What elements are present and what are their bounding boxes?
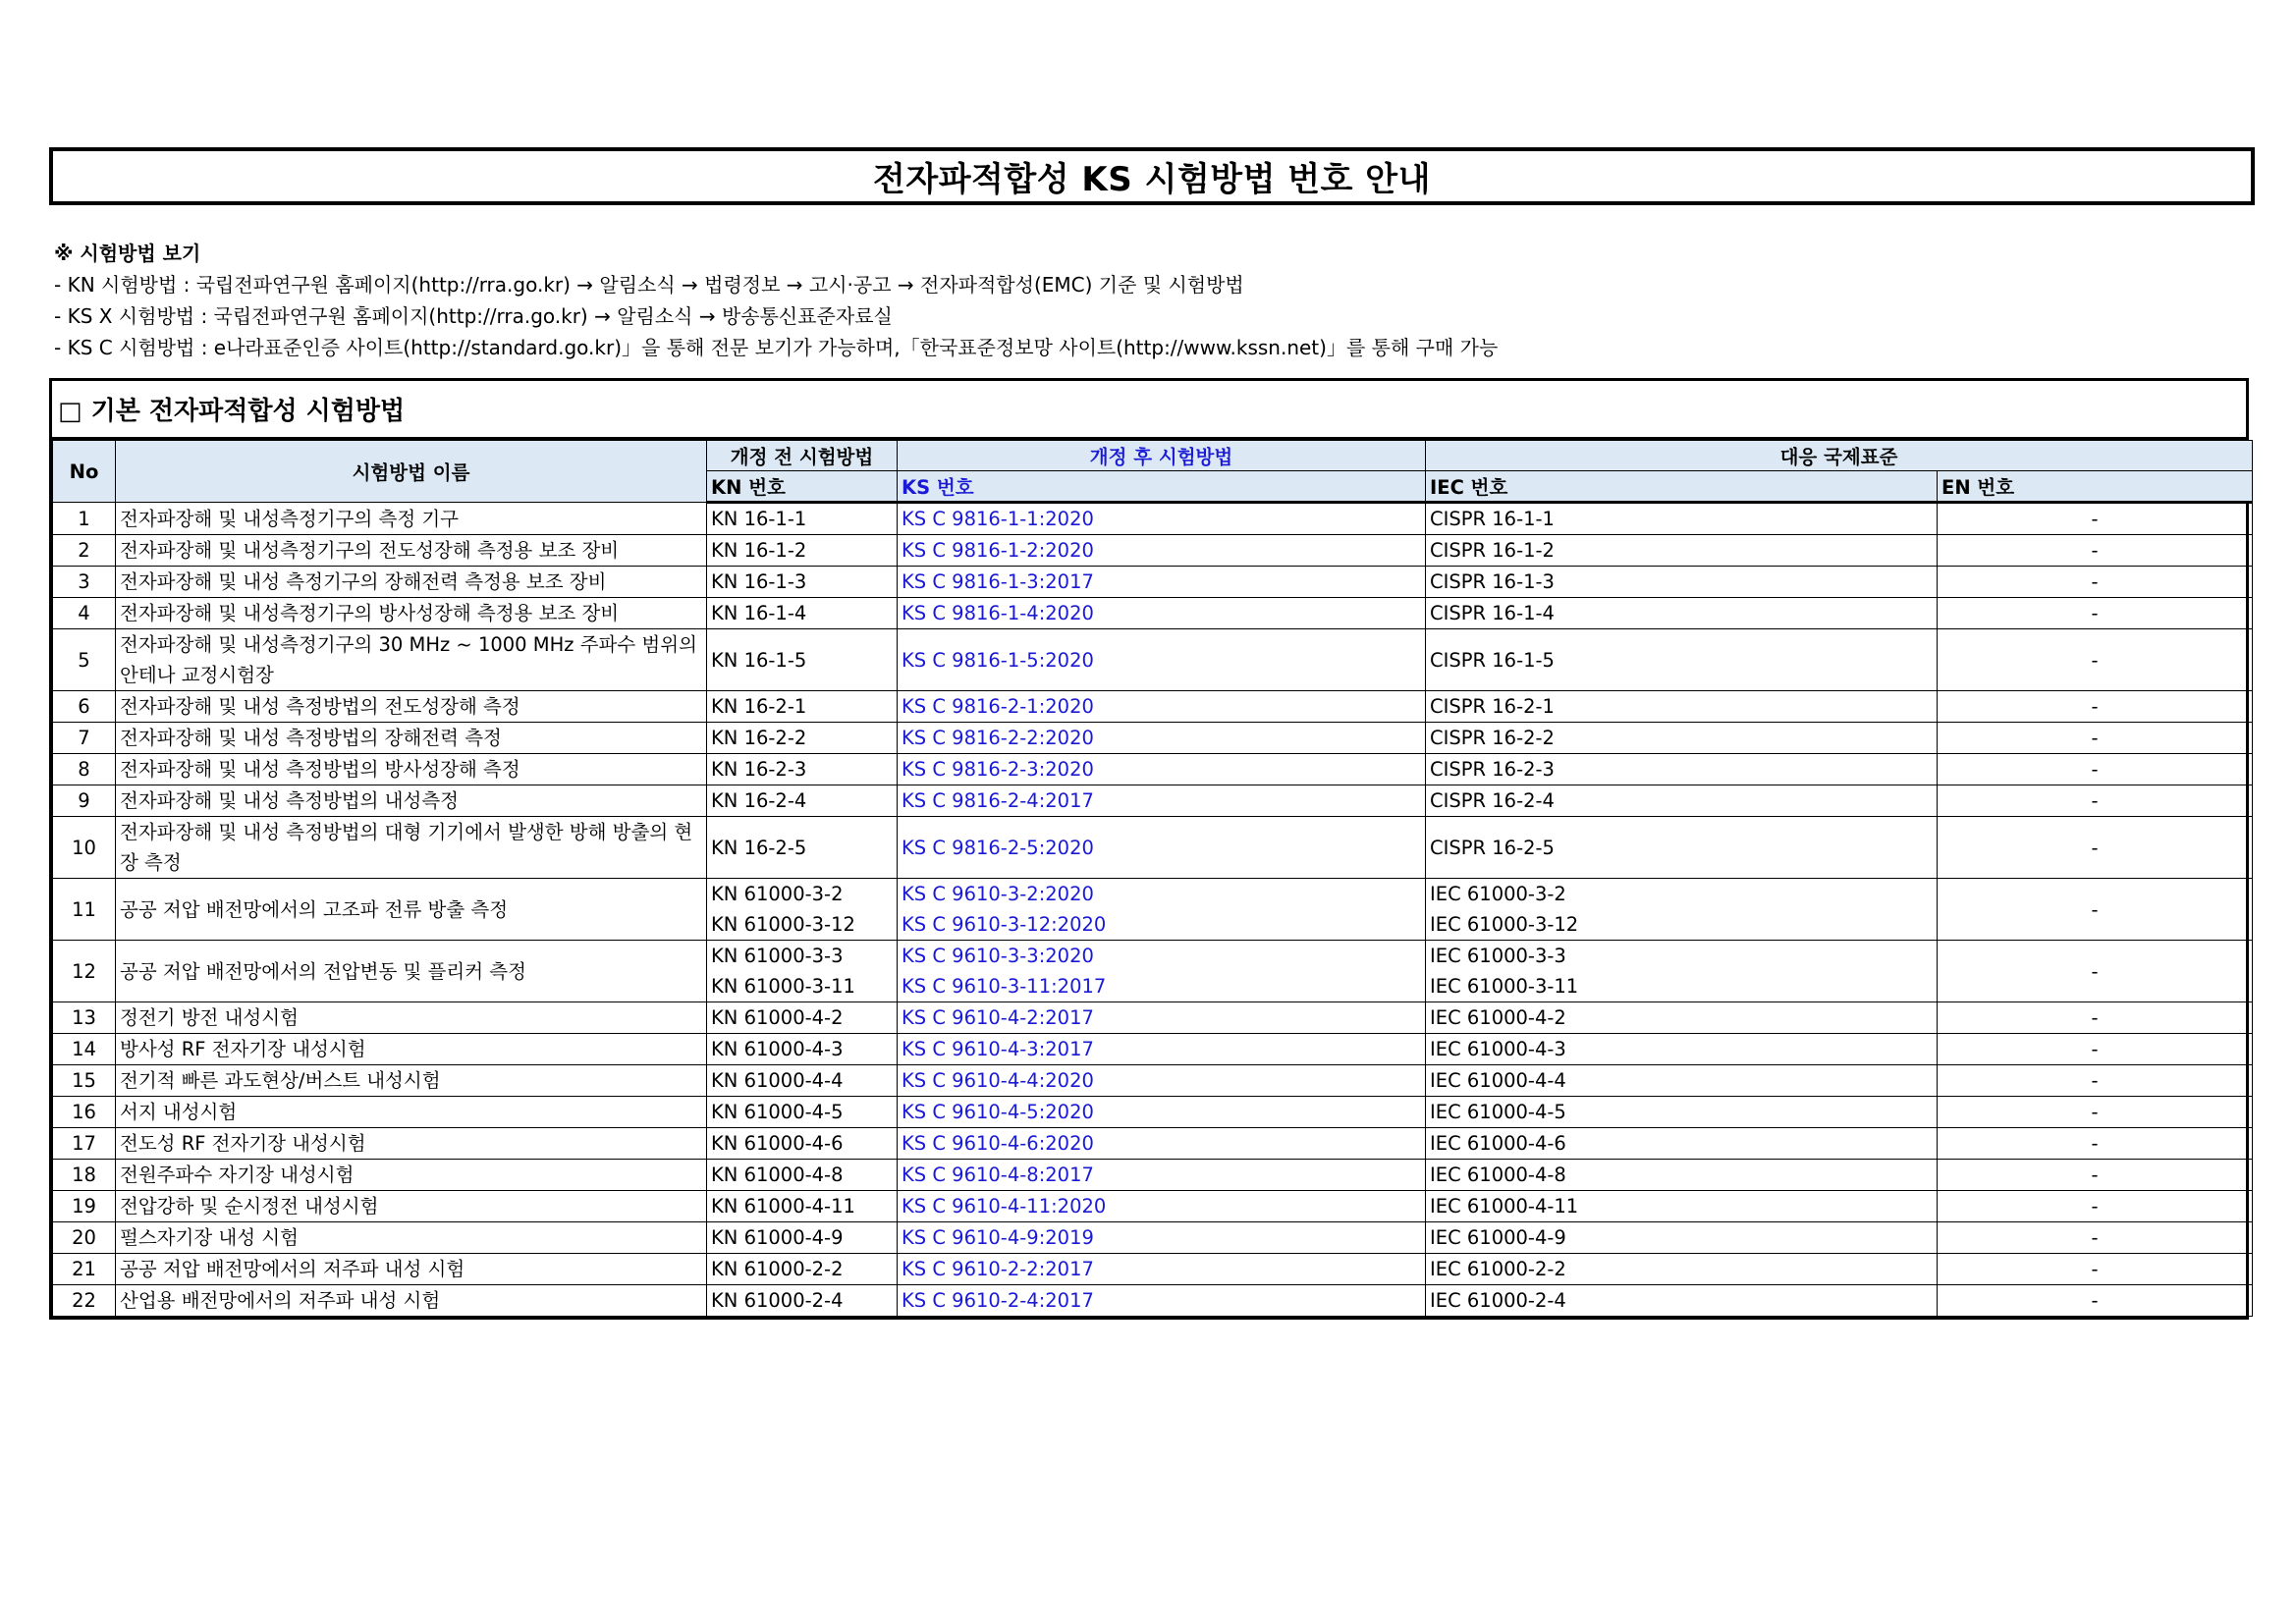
kn-number-value: KN 61000-3-2 [711, 883, 844, 905]
table-row [53, 1160, 2253, 1191]
table-row [53, 535, 2253, 567]
ks-number-value: KS C 9610-4-2:2017 [902, 1006, 1094, 1029]
table-body [53, 503, 2253, 1317]
ks-number-value: KS C 9610-4-8:2017 [902, 1164, 1094, 1186]
ks-number [898, 723, 1426, 754]
iec-number-value: CISPR 16-1-1 [1430, 508, 1555, 530]
row-number: 2 [53, 535, 116, 567]
kn-number-value: KN 61000-3-3 [711, 945, 844, 967]
en-number: - [1938, 691, 2253, 723]
en-number: - [1938, 879, 2253, 941]
iec-number-value: IEC 61000-4-9 [1430, 1226, 1566, 1249]
row-number: 5 [53, 629, 116, 691]
method-name: 전자파장해 및 내성 측정방법의 대형 기기에서 발생한 방해 방출의 현장 측정 [116, 817, 707, 879]
iec-number-value: CISPR 16-1-5 [1430, 648, 1555, 672]
en-number: - [1938, 535, 2253, 567]
en-number: - [1938, 1160, 2253, 1191]
iec-number [1426, 1097, 1938, 1128]
en-number: - [1938, 941, 2253, 1002]
row-number: 22 [53, 1285, 116, 1317]
table-row [53, 817, 2253, 879]
kn-number-value: KN 61000-4-5 [711, 1101, 844, 1123]
iec-number [1426, 1222, 1938, 1254]
kn-number [707, 941, 898, 1002]
row-number: 13 [53, 1002, 116, 1034]
ks-number [898, 1160, 1426, 1191]
kn-number-value: KN 16-1-4 [711, 602, 807, 624]
row-number: 17 [53, 1128, 116, 1160]
kn-number-value: KN 61000-4-2 [711, 1006, 844, 1029]
ks-number-value: KS C 9610-4-6:2020 [902, 1132, 1094, 1155]
ks-number-value: KS C 9610-2-2:2017 [902, 1258, 1094, 1280]
iec-number [1426, 1160, 1938, 1191]
ks-number [898, 817, 1426, 879]
header-before: 개정 전 시험방법 [707, 441, 898, 471]
iec-number [1426, 629, 1938, 691]
note-line-kn: - KN 시험방법 : 국립전파연구원 홈페이지(http://rra.go.kr) → 알림소식 → 법령정보 → 고시·공고 → 전자파적합성(EMC) 기준 및 시험방법 [54, 273, 1244, 297]
en-number: - [1938, 1002, 2253, 1034]
method-name: 공공 저압 배전망에서의 고조파 전류 방출 측정 [116, 879, 707, 941]
en-number: - [1938, 1097, 2253, 1128]
kn-number [707, 785, 898, 817]
kn-number-value: KN 16-1-3 [711, 570, 807, 593]
kn-number-value: KN 61000-2-2 [711, 1258, 844, 1280]
en-number: - [1938, 754, 2253, 785]
iec-number-value: CISPR 16-1-2 [1430, 539, 1555, 562]
row-number: 3 [53, 567, 116, 598]
ks-number-value: KS C 9816-2-1:2020 [902, 695, 1094, 718]
ks-number-value: KS C 9610-3-3:2020 [902, 945, 1094, 967]
table-row [53, 567, 2253, 598]
kn-number [707, 1222, 898, 1254]
en-number: - [1938, 1254, 2253, 1285]
table-row [53, 503, 2253, 535]
ks-number [898, 1222, 1426, 1254]
ks-number-value: KS C 9610-2-4:2017 [902, 1289, 1094, 1312]
table-row [53, 1097, 2253, 1128]
ks-number-value: KS C 9610-4-5:2020 [902, 1101, 1094, 1123]
iec-number [1426, 567, 1938, 598]
kn-number [707, 1254, 898, 1285]
row-number: 7 [53, 723, 116, 754]
en-number: - [1938, 598, 2253, 629]
ks-number-value: KS C 9816-2-4:2017 [902, 789, 1094, 812]
ks-number [898, 1128, 1426, 1160]
kn-number-value: KN 16-2-4 [711, 789, 807, 812]
ks-number [898, 1034, 1426, 1065]
kn-number [707, 1128, 898, 1160]
method-name: 전자파장해 및 내성 측정방법의 내성측정 [116, 785, 707, 817]
ks-number [898, 691, 1426, 723]
en-number: - [1938, 785, 2253, 817]
ks-number [898, 754, 1426, 785]
iec-number [1426, 754, 1938, 785]
iec-number-value: IEC 61000-4-8 [1430, 1164, 1566, 1186]
table-row [53, 1222, 2253, 1254]
ks-number [898, 785, 1426, 817]
kn-number-value: KN 16-1-5 [711, 648, 807, 672]
ks-number-value: KS C 9816-2-3:2020 [902, 758, 1094, 781]
iec-number-value: IEC 61000-3-2 [1430, 883, 1566, 905]
iec-number [1426, 503, 1938, 535]
row-number: 8 [53, 754, 116, 785]
row-number: 16 [53, 1097, 116, 1128]
kn-number-value: KN 61000-4-11 [711, 1195, 855, 1218]
iec-number [1426, 535, 1938, 567]
ks-number-value: KS C 9610-4-3:2017 [902, 1038, 1094, 1060]
iec-number-value: IEC 61000-4-11 [1430, 1195, 1579, 1218]
kn-number [707, 1285, 898, 1317]
ks-number-value: KS C 9816-1-4:2020 [902, 602, 1094, 624]
row-number: 20 [53, 1222, 116, 1254]
method-name: 펄스자기장 내성 시험 [116, 1222, 707, 1254]
header-intl: 대응 국제표준 [1426, 441, 2253, 471]
iec-number [1426, 785, 1938, 817]
page-title: 전자파적합성 KS 시험방법 번호 안내 [49, 147, 2255, 205]
en-number: - [1938, 629, 2253, 691]
table-row [53, 785, 2253, 817]
kn-number-value: KN 61000-2-4 [711, 1289, 844, 1312]
kn-number-value: KN 16-1-1 [711, 508, 807, 530]
iec-number-value: CISPR 16-1-3 [1430, 570, 1555, 593]
iec-number-value: CISPR 16-2-4 [1430, 789, 1555, 812]
method-name: 전자파장해 및 내성 측정기구의 장해전력 측정용 보조 장비 [116, 567, 707, 598]
ks-number [898, 1254, 1426, 1285]
ks-number-value: KS C 9816-1-5:2020 [902, 648, 1094, 672]
table-row [53, 1191, 2253, 1222]
ks-number [898, 879, 1426, 941]
kn-number-value: KN 61000-4-9 [711, 1226, 844, 1249]
iec-number-value: IEC 61000-3-3 [1430, 945, 1566, 967]
header-name: 시험방법 이름 [116, 441, 707, 503]
kn-number-value: KN 16-2-5 [711, 836, 807, 859]
ks-number [898, 503, 1426, 535]
ks-number-value: KS C 9610-4-9:2019 [902, 1226, 1094, 1249]
iec-number [1426, 723, 1938, 754]
iec-number [1426, 817, 1938, 879]
kn-number-value: KN 16-2-1 [711, 695, 807, 718]
kn-number-value: KN 16-2-2 [711, 727, 807, 749]
method-name: 전원주파수 자기장 내성시험 [116, 1160, 707, 1191]
kn-number-value: KN 61000-4-4 [711, 1069, 844, 1092]
kn-number [707, 1034, 898, 1065]
kn-number [707, 567, 898, 598]
en-number: - [1938, 1128, 2253, 1160]
header-iec: IEC 번호 [1426, 471, 1938, 503]
iec-number-value: IEC 61000-4-3 [1430, 1038, 1566, 1060]
iec-number-value: CISPR 16-2-3 [1430, 758, 1555, 781]
ks-number [898, 1097, 1426, 1128]
table-row [53, 1002, 2253, 1034]
table-row [53, 941, 2253, 1002]
table-row [53, 723, 2253, 754]
header-no: No [53, 441, 116, 503]
en-number: - [1938, 1191, 2253, 1222]
en-number: - [1938, 1222, 2253, 1254]
method-name: 전자파장해 및 내성측정기구의 30 MHz ~ 1000 MHz 주파수 범위의 안테나 교정시험장 [116, 629, 707, 691]
iec-number [1426, 1191, 1938, 1222]
note-line-ksc: - KS C 시험방법 : e나라표준인증 사이트(http://standard.go.kr)」을 통해 전문 보기가 가능하며,「한국표준정보망 사이트(http://www.kssn.net)」를 통해 구매 가능 [54, 336, 1499, 359]
kn-number [707, 879, 898, 941]
ks-number [898, 1285, 1426, 1317]
kn-number-value: KN 61000-4-6 [711, 1132, 844, 1155]
en-number: - [1938, 723, 2253, 754]
iec-number [1426, 691, 1938, 723]
method-name: 산업용 배전망에서의 저주파 내성 시험 [116, 1285, 707, 1317]
ks-number [898, 1065, 1426, 1097]
iec-number [1426, 598, 1938, 629]
table-row [53, 1065, 2253, 1097]
kn-number-value: KN 61000-4-8 [711, 1164, 844, 1186]
row-number: 1 [53, 503, 116, 535]
method-name: 서지 내성시험 [116, 1097, 707, 1128]
table-row [53, 1034, 2253, 1065]
header-ks: KS 번호 [898, 471, 1426, 503]
table-row [53, 1285, 2253, 1317]
method-name: 공공 저압 배전망에서의 전압변동 및 플리커 측정 [116, 941, 707, 1002]
iec-number-value: IEC 61000-4-6 [1430, 1132, 1566, 1155]
kn-number [707, 1191, 898, 1222]
iec-number-value: IEC 61000-4-5 [1430, 1101, 1566, 1123]
kn-number-value: KN 61000-3-12 [711, 913, 855, 936]
iec-number-value: IEC 61000-4-2 [1430, 1006, 1566, 1029]
method-name: 방사성 RF 전자기장 내성시험 [116, 1034, 707, 1065]
ks-number-value: KS C 9610-3-12:2020 [902, 913, 1107, 936]
header-kn: KN 번호 [707, 471, 898, 503]
method-name: 정전기 방전 내성시험 [116, 1002, 707, 1034]
method-name: 전자파장해 및 내성 측정방법의 장해전력 측정 [116, 723, 707, 754]
kn-number [707, 754, 898, 785]
kn-number [707, 503, 898, 535]
kn-number [707, 1097, 898, 1128]
ks-number-value: KS C 9816-1-2:2020 [902, 539, 1094, 562]
iec-number [1426, 1002, 1938, 1034]
test-method-table [52, 440, 2253, 1317]
method-name: 공공 저압 배전망에서의 저주파 내성 시험 [116, 1254, 707, 1285]
iec-number-value: IEC 61000-4-4 [1430, 1069, 1566, 1092]
ks-number [898, 629, 1426, 691]
en-number: - [1938, 503, 2253, 535]
method-name: 전자파장해 및 내성측정기구의 전도성장해 측정용 보조 장비 [116, 535, 707, 567]
ks-number-value: KS C 9610-4-4:2020 [902, 1069, 1094, 1092]
kn-number-value: KN 61000-3-11 [711, 975, 855, 998]
ks-number-value: KS C 9816-1-1:2020 [902, 508, 1094, 530]
kn-number [707, 629, 898, 691]
method-name: 전압강하 및 순시정전 내성시험 [116, 1191, 707, 1222]
ks-number-value: KS C 9816-2-5:2020 [902, 836, 1094, 859]
header-after: 개정 후 시험방법 [898, 441, 1426, 471]
iec-number [1426, 879, 1938, 941]
table-row [53, 1254, 2253, 1285]
row-number: 14 [53, 1034, 116, 1065]
row-number: 9 [53, 785, 116, 817]
row-number: 12 [53, 941, 116, 1002]
section-title: □ 기본 전자파적합성 시험방법 [52, 381, 2246, 440]
ks-number [898, 567, 1426, 598]
en-number: - [1938, 567, 2253, 598]
method-name: 전자파장해 및 내성 측정방법의 방사성장해 측정 [116, 754, 707, 785]
ks-number-value: KS C 9610-4-11:2020 [902, 1195, 1107, 1218]
row-number: 15 [53, 1065, 116, 1097]
kn-number-value: KN 16-2-3 [711, 758, 807, 781]
iec-number-value: CISPR 16-2-2 [1430, 727, 1555, 749]
iec-number-value: CISPR 16-1-4 [1430, 602, 1555, 624]
ks-number-value: KS C 9610-3-2:2020 [902, 883, 1094, 905]
row-number: 6 [53, 691, 116, 723]
table-row [53, 598, 2253, 629]
basic-emc-section [49, 378, 2249, 1320]
kn-number [707, 1160, 898, 1191]
ks-number [898, 1002, 1426, 1034]
kn-number-value: KN 61000-4-3 [711, 1038, 844, 1060]
iec-number-value: IEC 61000-3-12 [1430, 913, 1579, 936]
row-number: 11 [53, 879, 116, 941]
ks-number [898, 1191, 1426, 1222]
ks-number-value: KS C 9610-3-11:2017 [902, 975, 1107, 998]
row-number: 18 [53, 1160, 116, 1191]
notes [54, 238, 1498, 363]
kn-number [707, 691, 898, 723]
row-number: 4 [53, 598, 116, 629]
iec-number-value: IEC 61000-3-11 [1430, 975, 1579, 998]
table-row [53, 879, 2253, 941]
ks-number-value: KS C 9816-2-2:2020 [902, 727, 1094, 749]
iec-number [1426, 1065, 1938, 1097]
kn-number [707, 817, 898, 879]
method-name: 전자파장해 및 내성 측정방법의 전도성장해 측정 [116, 691, 707, 723]
header-en: EN 번호 [1938, 471, 2253, 503]
row-number: 10 [53, 817, 116, 879]
iec-number-value: IEC 61000-2-2 [1430, 1258, 1566, 1280]
method-name: 전자파장해 및 내성측정기구의 방사성장해 측정용 보조 장비 [116, 598, 707, 629]
iec-number [1426, 1034, 1938, 1065]
kn-number [707, 723, 898, 754]
method-name: 전기적 빠른 과도현상/버스트 내성시험 [116, 1065, 707, 1097]
kn-number [707, 1002, 898, 1034]
en-number: - [1938, 1034, 2253, 1065]
iec-number [1426, 1128, 1938, 1160]
ks-number [898, 941, 1426, 1002]
en-number: - [1938, 817, 2253, 879]
note-line-ksx: - KS X 시험방법 : 국립전파연구원 홈페이지(http://rra.go.kr) → 알림소식 → 방송통신표준자료실 [54, 304, 893, 328]
row-number: 19 [53, 1191, 116, 1222]
method-name: 전도성 RF 전자기장 내성시험 [116, 1128, 707, 1160]
kn-number-value: KN 16-1-2 [711, 539, 807, 562]
method-name: 전자파장해 및 내성측정기구의 측정 기구 [116, 503, 707, 535]
kn-number [707, 535, 898, 567]
notes-heading: ※ 시험방법 보기 [54, 242, 201, 265]
kn-number [707, 598, 898, 629]
iec-number [1426, 1254, 1938, 1285]
row-number: 21 [53, 1254, 116, 1285]
en-number: - [1938, 1065, 2253, 1097]
iec-number [1426, 941, 1938, 1002]
iec-number-value: CISPR 16-2-5 [1430, 836, 1555, 859]
table-row [53, 691, 2253, 723]
ks-number [898, 598, 1426, 629]
iec-number [1426, 1285, 1938, 1317]
kn-number [707, 1065, 898, 1097]
table-row [53, 1128, 2253, 1160]
table-row [53, 629, 2253, 691]
table-row [53, 754, 2253, 785]
ks-number [898, 535, 1426, 567]
en-number: - [1938, 1285, 2253, 1317]
iec-number-value: CISPR 16-2-1 [1430, 695, 1555, 718]
iec-number-value: IEC 61000-2-4 [1430, 1289, 1566, 1312]
ks-number-value: KS C 9816-1-3:2017 [902, 570, 1094, 593]
